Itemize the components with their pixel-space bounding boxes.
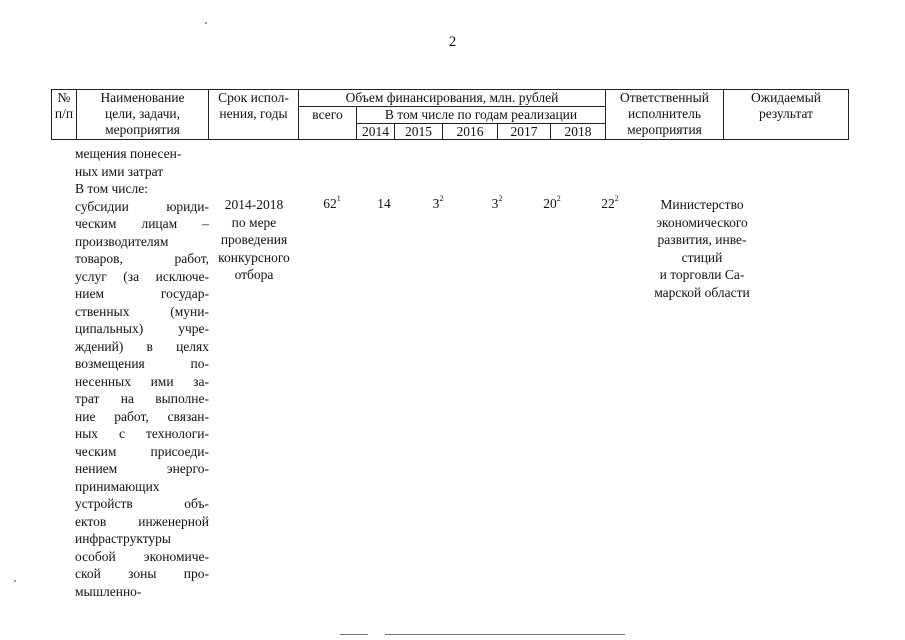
value-2016-footnote: 2	[498, 194, 503, 203]
item-term-line: 2014-2018	[224, 197, 284, 212]
header-year-2015: 2015	[395, 124, 443, 140]
header-executor	[606, 90, 724, 140]
header-result-text: Ожидаемый результат	[751, 90, 821, 121]
item-term-line: проведения	[220, 232, 288, 247]
header-year-2017: 2017	[498, 124, 551, 140]
item-name-line: нением энерго-	[75, 461, 209, 476]
table-header	[51, 89, 849, 140]
header-name-text: Наименование цели, задачи, мероприятия	[100, 90, 185, 137]
item-name-line: ждений) в целях	[75, 338, 209, 354]
value-2015-number: 3	[432, 196, 440, 211]
item-term-line: по мере	[231, 214, 277, 230]
item-term-line: отбора	[234, 267, 274, 282]
item-name-line: устройств объ-	[75, 496, 209, 511]
item-name-text	[75, 145, 209, 600]
item-name-line: особой экономиче-	[75, 548, 209, 564]
item-name-line: ных с технологи-	[75, 426, 209, 441]
item-name-line: В том числе:	[75, 181, 148, 196]
value-2017	[527, 196, 577, 212]
header-term-text: Срок испол- нения, годы	[218, 90, 289, 121]
value-2018	[585, 196, 635, 212]
scan-speck	[205, 22, 207, 24]
header-year-2018: 2018	[551, 124, 606, 140]
item-name-line: ской зоны про-	[75, 566, 209, 581]
item-term-text	[208, 196, 300, 284]
item-name-line: возмещения по-	[75, 356, 209, 371]
header-total: всего	[299, 107, 357, 140]
item-name-line: ческим лицам –	[75, 216, 209, 231]
item-name-line: ципальных) учре-	[75, 321, 209, 336]
scan-speck	[14, 580, 16, 582]
value-2016-number: 3	[491, 196, 499, 211]
item-name-line: ческим присоеди-	[75, 443, 209, 459]
header-funding: Объем финансирования, млн. рублей	[299, 90, 606, 107]
item-name-line: услуг (за исключе-	[75, 268, 209, 284]
item-name-line: ние работ, связан-	[75, 408, 209, 424]
value-2017-footnote: 2	[556, 194, 561, 203]
value-2017-number: 20	[543, 196, 557, 211]
value-2016	[472, 196, 522, 212]
header-name	[77, 90, 209, 140]
item-name-line: субсидии юриди-	[75, 198, 209, 214]
footer-rule-long	[385, 634, 625, 635]
item-name-line: производителям	[75, 233, 169, 249]
executor-line: и торговли Са-	[659, 267, 745, 282]
page-number: 2	[448, 34, 457, 50]
executor-line: Министерство	[660, 197, 744, 212]
item-name-line: ных ими затрат	[75, 163, 164, 179]
item-name-line: инфраструктуры	[75, 531, 171, 546]
header-term	[209, 90, 299, 140]
executor-text	[640, 196, 764, 301]
item-name-line: ектов инженерной	[75, 513, 209, 529]
item-name-line: мышленно-	[75, 583, 142, 599]
executor-line: стиций	[681, 249, 723, 265]
executor-line: марской области	[654, 284, 750, 300]
item-name-line: ственных (муни-	[75, 303, 209, 319]
value-total-number: 62	[323, 196, 337, 211]
header-no	[52, 90, 77, 140]
executor-line: развития, инве-	[657, 232, 747, 247]
item-name-line: нием государ-	[75, 286, 209, 301]
value-2018-footnote: 2	[614, 194, 619, 203]
value-total	[307, 196, 357, 212]
value-total-footnote: 1	[336, 194, 341, 203]
value-2014-number: 14	[377, 196, 391, 211]
item-name-line: принимающих	[75, 478, 160, 494]
item-name-line: трат на выполне-	[75, 391, 209, 406]
value-2015	[413, 196, 463, 212]
executor-line: экономического	[656, 214, 748, 230]
header-no-text: № п/п	[54, 90, 74, 121]
footer-rule-short	[340, 634, 368, 635]
item-name-line: мещения понесен-	[75, 146, 182, 161]
item-term-line: конкурсного	[218, 249, 290, 265]
header-by-years: В том числе по годам реализации	[357, 107, 606, 124]
item-name-line: товаров, работ,	[75, 251, 209, 266]
header-executor-text: Ответственный исполнитель мероприятия	[620, 90, 709, 137]
header-year-2016: 2016	[443, 124, 498, 140]
value-2014	[359, 196, 409, 212]
value-2015-footnote: 2	[439, 194, 444, 203]
item-name-line: несенных ими за-	[75, 373, 209, 389]
value-2018-number: 22	[601, 196, 615, 211]
header-year-2014: 2014	[357, 124, 395, 140]
header-result	[724, 90, 849, 140]
